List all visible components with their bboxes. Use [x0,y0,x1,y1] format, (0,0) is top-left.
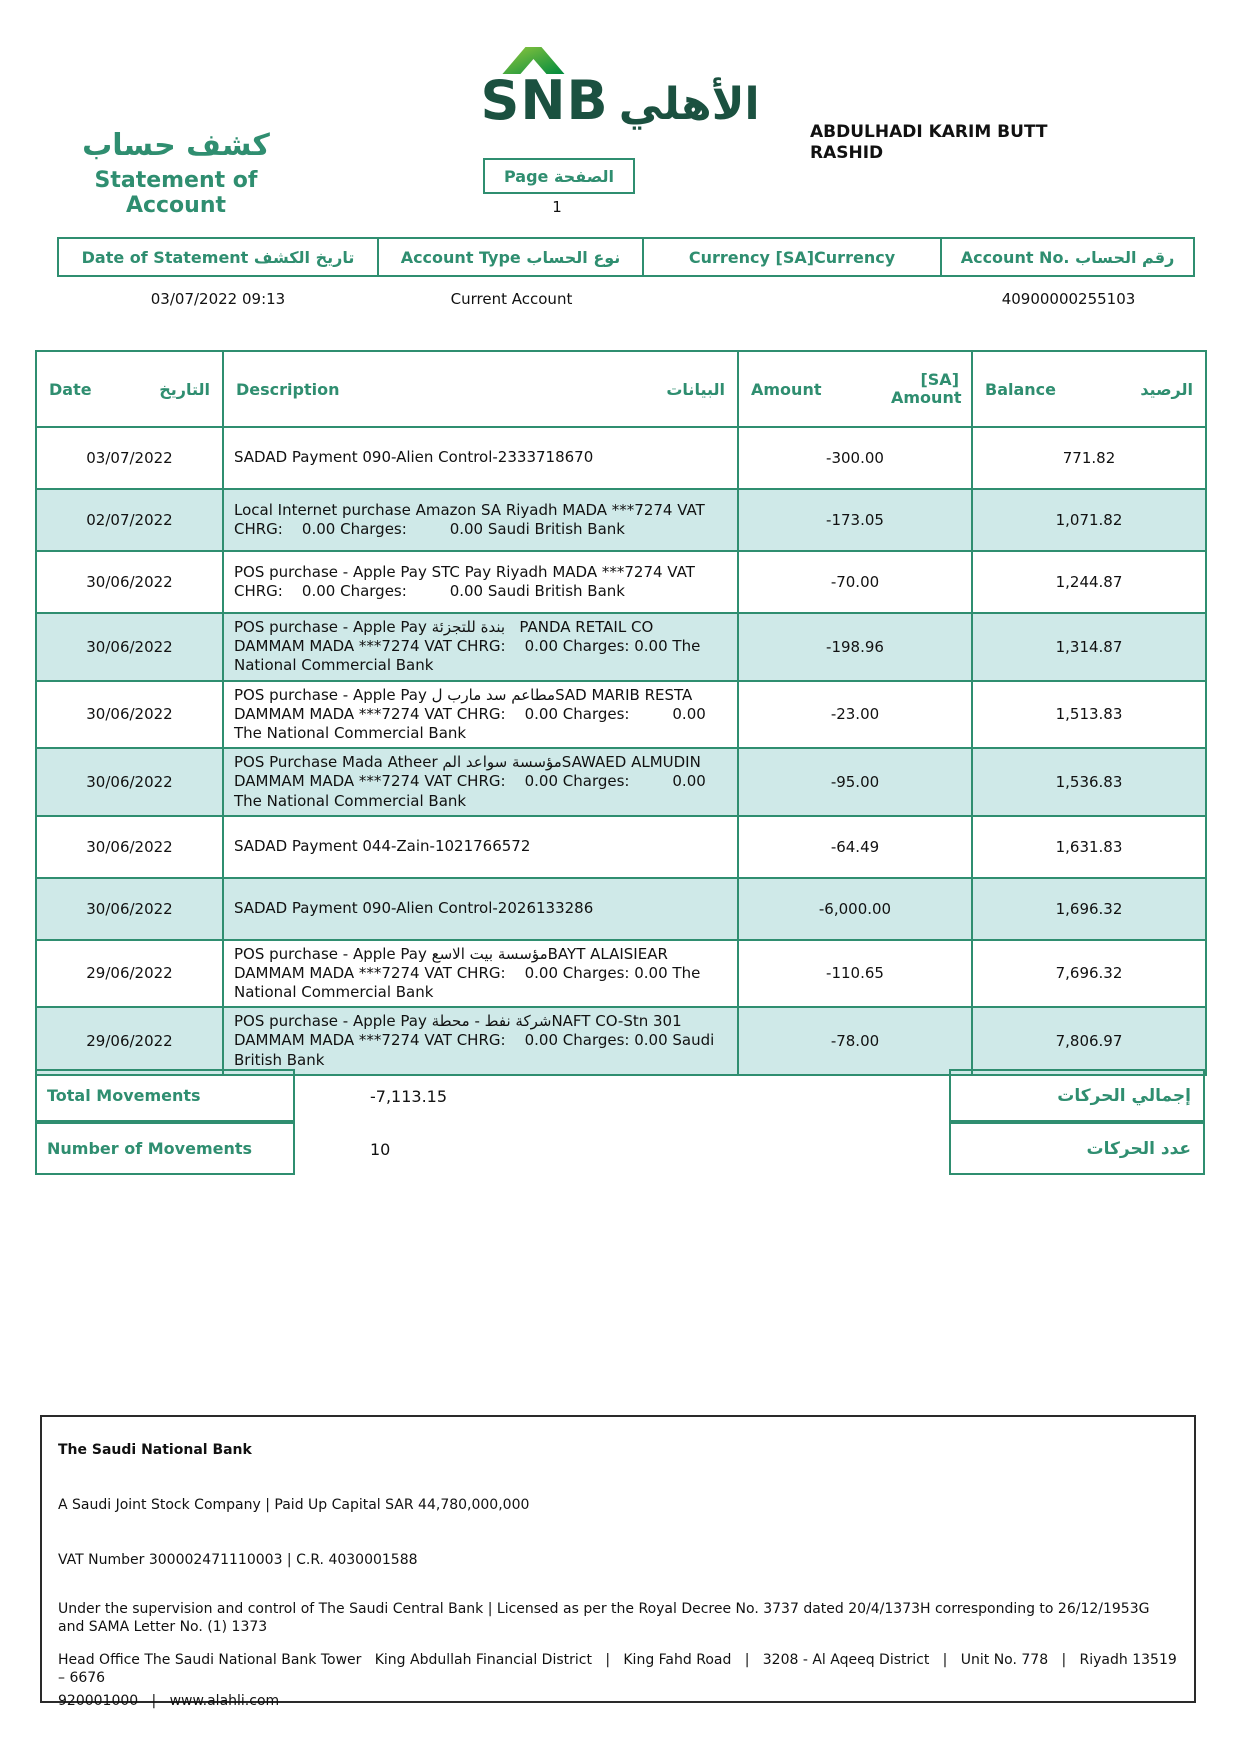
txn-date: 30/06/2022 [36,816,223,878]
account-info-header: Account No. رقم الحساب [942,237,1195,277]
txn-date: 29/06/2022 [36,1007,223,1075]
transaction-row [36,551,1206,613]
statement-title-block [60,128,292,218]
transaction-row [36,489,1206,551]
txn-date: 03/07/2022 [36,427,223,489]
page-number: 1 [552,198,562,216]
transaction-row [36,681,1206,749]
customer-name-line1: ABDULHADI KARIM BUTT [810,122,1048,142]
txn-amount: -70.00 [738,551,972,613]
txn-description: POS purchase - Apple Pay شركة نفط - محطةNAFT CO-Stn 301 DAMMAM MADA ***7274 VAT CHRG: 0.00 Charges: 0.00 Saudi British Bank [223,1007,738,1075]
number-of-movements-value: 10 [370,1140,391,1159]
txn-date: 30/06/2022 [36,878,223,940]
account-info-header: Currency [SA]Currency [644,237,942,277]
txn-balance: 1,513.83 [972,681,1206,749]
txn-description: POS purchase - Apple Pay مطاعم سد مارب لSAD MARIB RESTA DAMMAM MADA ***7274 VAT CHRG: 0.00 Charges: 0.00 The National Commercial Bank [223,681,738,749]
transactions-header-row [36,351,1206,427]
total-movements-value: -7,113.15 [370,1087,448,1106]
txn-amount: -95.00 [738,748,972,816]
txn-date: 30/06/2022 [36,748,223,816]
account-info-header: Account Type نوع الحساب [379,237,644,277]
transactions-table [35,350,1207,1076]
txn-amount: -173.05 [738,489,972,551]
balance-header-en: Balance [985,379,1056,399]
txn-balance: 1,536.83 [972,748,1206,816]
txn-amount: -23.00 [738,681,972,749]
footer-head-office: Head Office The Saudi National Bank Tower King Abdullah Financial District | King Fahd Road | 3208 - Al Aqeeq District | Unit No. 778 | Riyadh 13519 – 6676 [58,1651,1182,1687]
footer-vat-cr: VAT Number 300002471110003 | C.R. 4030001588 [58,1552,418,1569]
transaction-row [36,613,1206,681]
snb-logo [480,38,760,132]
txn-balance: 1,244.87 [972,551,1206,613]
total-movements-label: Total Movements [35,1069,295,1122]
statement-title-english: Statement of Account [94,168,258,218]
txn-amount: -110.65 [738,940,972,1008]
transaction-row [36,940,1206,1008]
txn-description: POS purchase - Apple Pay بندة للتجزئة PANDA RETAIL CO DAMMAM MADA ***7274 VAT CHRG: 0.00 Charges: 0.00 The National Commercial Bank [223,613,738,681]
account-info-value: 03/07/2022 09:13 [150,290,286,308]
txn-amount: -6,000.00 [738,878,972,940]
description-header-en: Description [236,379,340,399]
txn-description: SADAD Payment 090-Alien Control-2333718670 [223,427,738,489]
txn-balance: 1,696.32 [972,878,1206,940]
total-movements-label-arabic: إجمالي الحركات [949,1069,1205,1122]
txn-date: 30/06/2022 [36,613,223,681]
footer-supervision: Under the supervision and control of The Saudi Central Bank | Licensed as per the Royal Decree No. 3737 dated 20/4/1373H corresponding to 26/12/1953G and SAMA Letter No. (1) 1373 [58,1600,1154,1635]
logo-arabic-text: الأهلي [618,79,760,130]
txn-description: POS Purchase Mada Atheer مؤسسة سواعد المSAWAED ALMUDIN DAMMAM MADA ***7274 VAT CHRG: 0.00 Charges: 0.00 The National Commercial Bank [223,748,738,816]
col-header-balance [972,351,1206,427]
transaction-row [36,748,1206,816]
account-info-value: Current Account [450,290,573,308]
transaction-row [36,878,1206,940]
txn-description: POS purchase - Apple Pay مؤسسة بيت الاسعBAYT ALAISIEAR DAMMAM MADA ***7274 VAT CHRG: 0.00 Charges: 0.00 The National Commercial Bank [223,940,738,1008]
txn-description: Local Internet purchase Amazon SA Riyadh MADA ***7274 VAT CHRG: 0.00 Charges: 0.00 Saudi British Bank [223,489,738,551]
account-info-table [57,237,1195,321]
txn-amount: -64.49 [738,816,972,878]
txn-date: 30/06/2022 [36,681,223,749]
account-info-value [644,277,942,321]
date-header-en: Date [49,379,92,399]
col-header-date [36,351,223,427]
txn-date: 29/06/2022 [36,940,223,1008]
page-label-box: Page الصفحة [483,158,635,194]
txn-date: 30/06/2022 [36,551,223,613]
customer-name-line2: RASHID [810,143,884,164]
customer-name [810,122,1048,165]
footer-company-capital: A Saudi Joint Stock Company | Paid Up Capital SAR 44,780,000,000 [58,1497,530,1514]
txn-balance: 771.82 [972,427,1206,489]
account-info-value: 40900000255103 [1001,290,1136,308]
col-header-description [223,351,738,427]
number-of-movements-label: Number of Movements [35,1122,295,1175]
account-info-header: Date of Statement تاريخ الكشف [57,237,379,277]
logo-wordmark [480,69,760,132]
txn-amount: -300.00 [738,427,972,489]
footer-bank-name: The Saudi National Bank [58,1442,252,1458]
transaction-row [36,427,1206,489]
description-header-ar: البيانات [666,379,725,399]
amount-header-ar: [SA] Amount [891,369,962,407]
txn-date: 02/07/2022 [36,489,223,551]
number-of-movements-label-arabic: عدد الحركات [949,1122,1205,1175]
txn-balance: 1,071.82 [972,489,1206,551]
logo-latin-text: SNB [480,69,609,132]
amount-header-en: Amount [751,379,822,399]
balance-header-ar: الرصيد [1140,379,1193,399]
bank-footer [40,1415,1196,1710]
txn-description: POS purchase - Apple Pay STC Pay Riyadh MADA ***7274 VAT CHRG: 0.00 Charges: 0.00 Saudi British Bank [223,551,738,613]
transaction-row [36,816,1206,878]
txn-amount: -198.96 [738,613,972,681]
txn-balance: 1,631.83 [972,816,1206,878]
date-header-ar: التاريخ [159,379,210,399]
txn-description: SADAD Payment 044-Zain-1021766572 [223,816,738,878]
txn-balance: 7,806.97 [972,1007,1206,1075]
txn-balance: 7,696.32 [972,940,1206,1008]
txn-description: SADAD Payment 090-Alien Control-2026133286 [223,878,738,940]
transaction-row [36,1007,1206,1075]
txn-balance: 1,314.87 [972,613,1206,681]
col-header-amount [738,351,972,427]
statement-title-arabic: كشف حساب [82,128,270,163]
footer-phone-website: 920001000 | www.alahli.com [58,1693,280,1710]
txn-amount: -78.00 [738,1007,972,1075]
